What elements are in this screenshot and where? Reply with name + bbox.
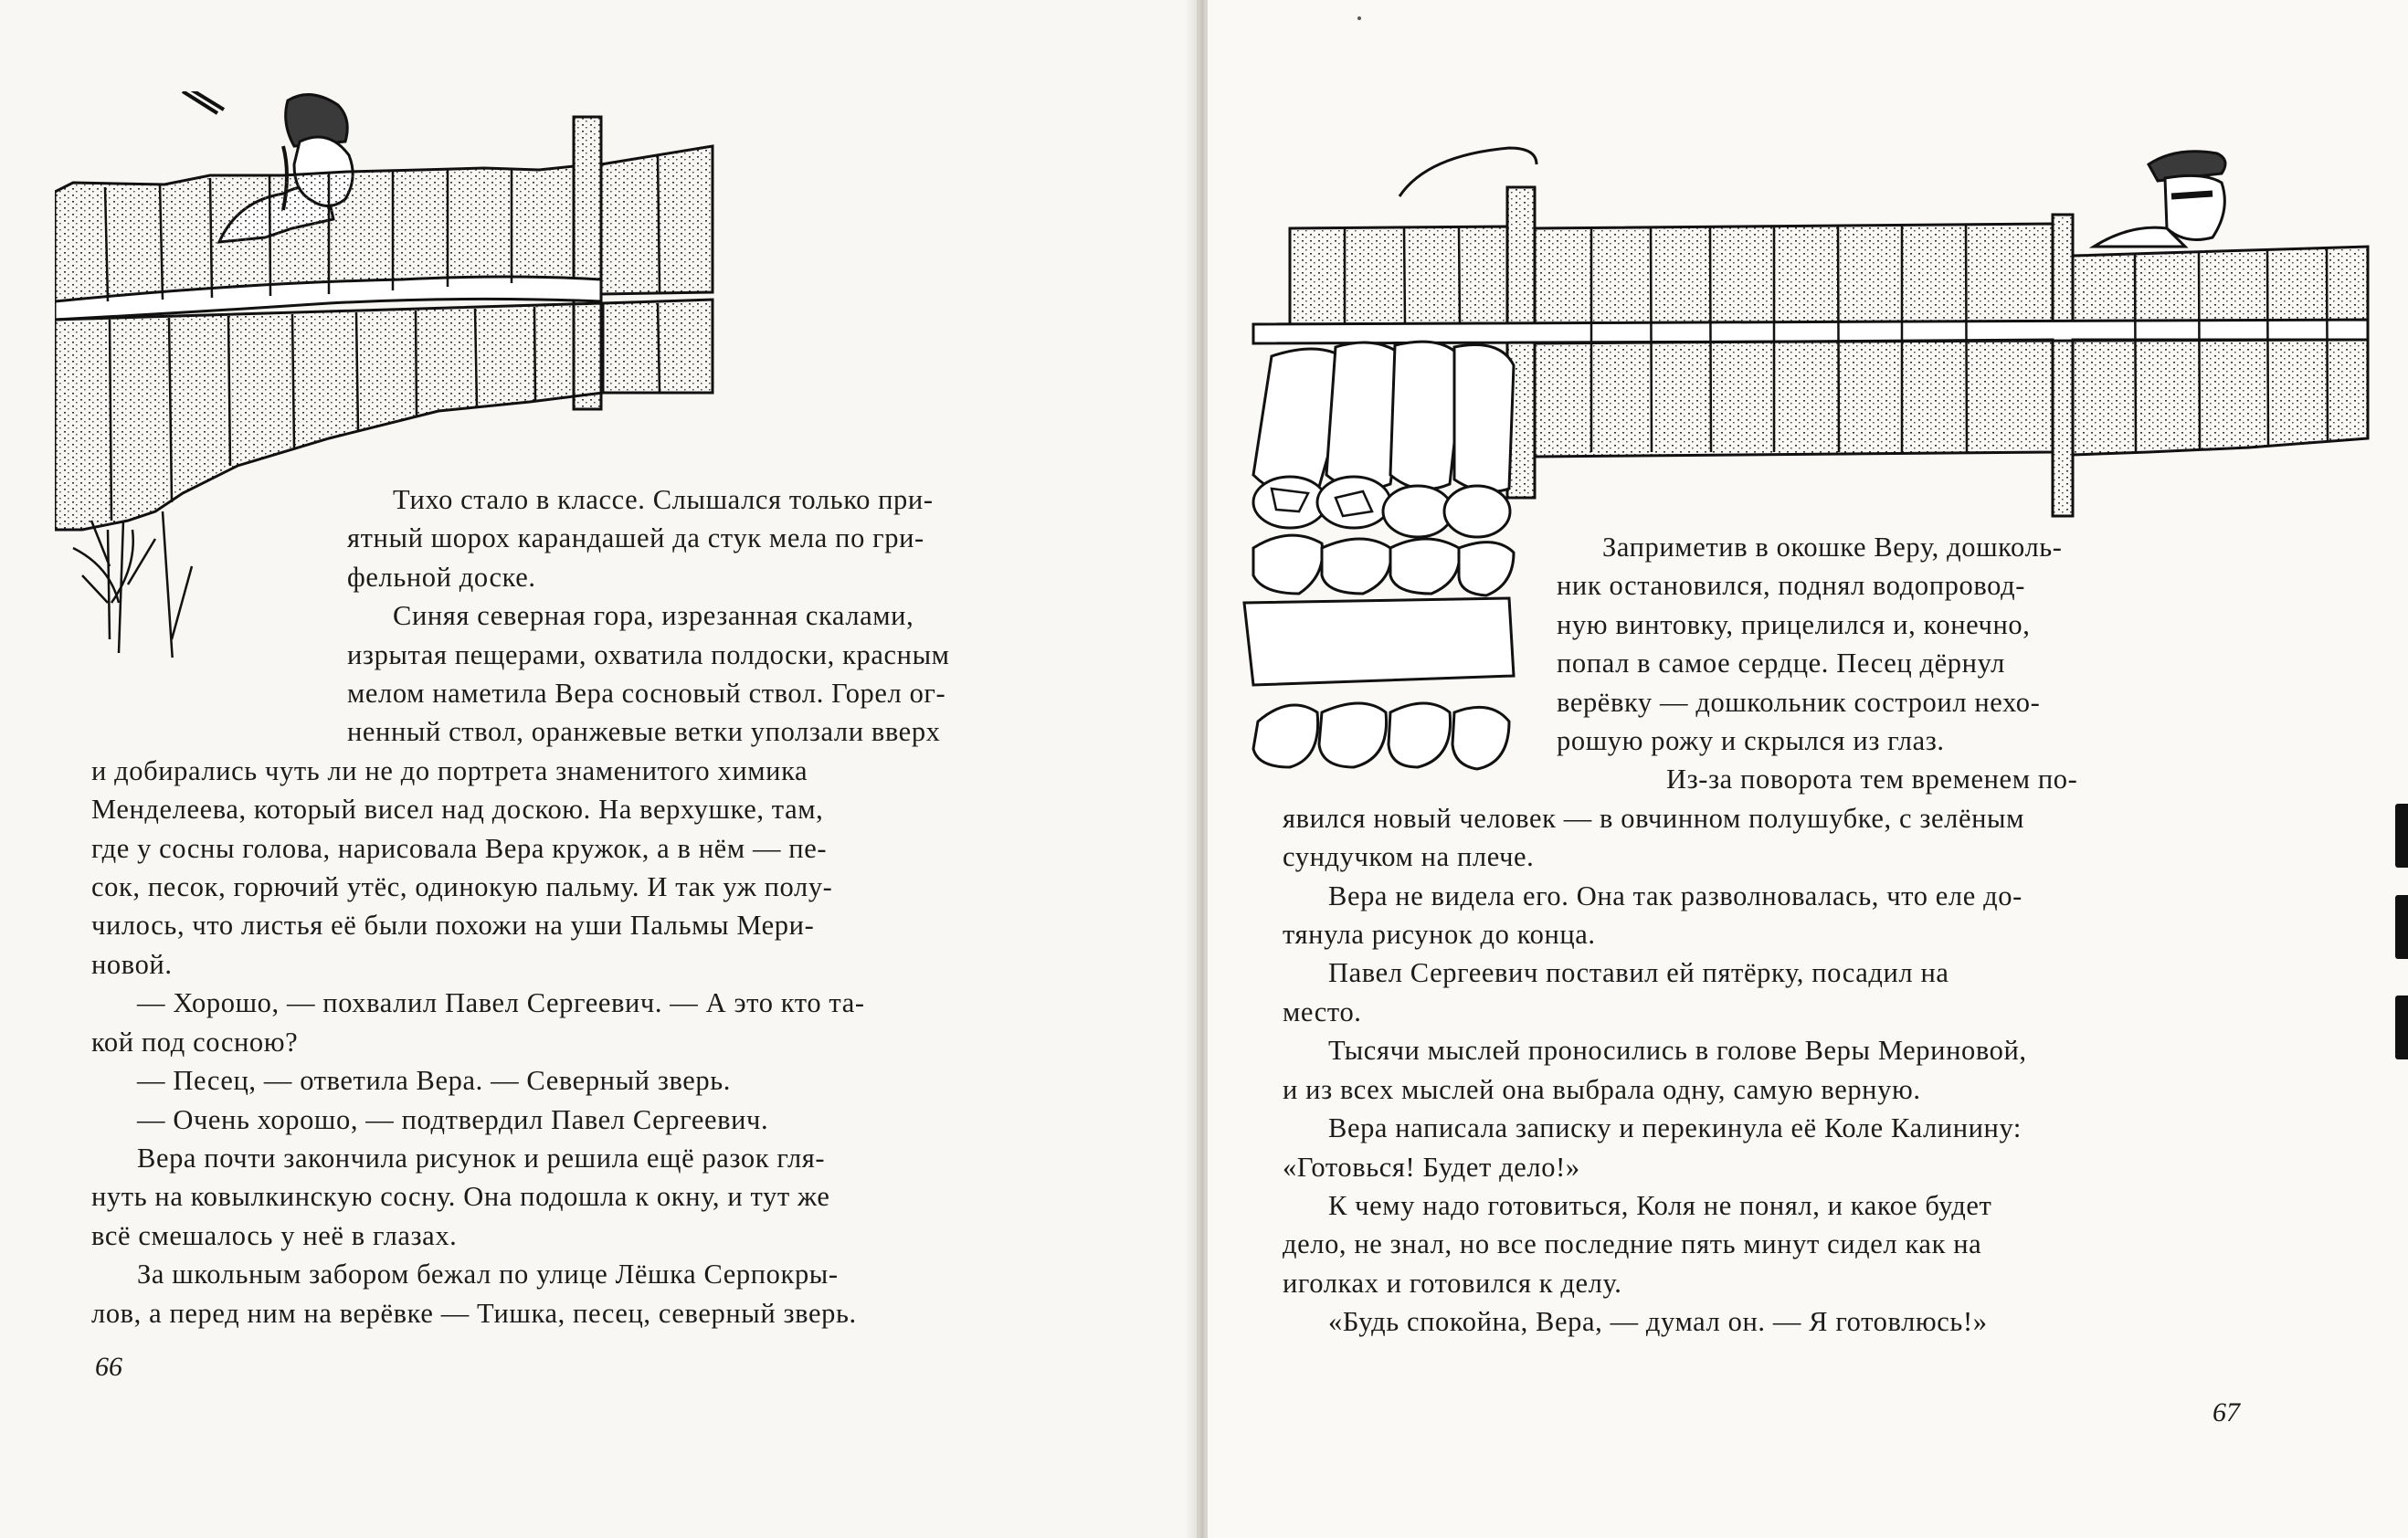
paragraph (1557, 760, 2214, 798)
text-line: «Будь спокойна, Вера, — думал он. — Я готовлюсь!» (1328, 1306, 1988, 1338)
text-line: — Песец, — ответила Вера. — Северный зверь. (137, 1065, 732, 1097)
text-line: Вера не видела его. Она так разволновалась, что еле до- (1328, 880, 2023, 911)
text-line: ятный шорох карандашей да стук мела по гри- (347, 522, 924, 554)
text-line: тянула рисунок до конца. (1283, 919, 1596, 951)
text-line: — Хорошо, — похвалил Павел Сергеевич. — А это кто та- (137, 987, 865, 1019)
text-line: «Готовься! Будет дело!» (1283, 1151, 1580, 1183)
text-line: где у сосны голова, нарисовала Вера кружок, а в нём — пе- (91, 832, 828, 864)
text-line: новой. (91, 948, 173, 980)
text-line: рошую рожу и скрылся из глаз. (1557, 725, 1945, 757)
text-line: Вера почти закончила рисунок и решила ещё разок гля- (137, 1142, 826, 1174)
edge-tab (2395, 995, 2408, 1059)
text-line: Павел Сергеевич поставил ей пятёрку, посадил на (1328, 957, 1949, 989)
text-line: и из всех мыслей она выбрала одну, самую верную. (1283, 1073, 1921, 1105)
text-line: верёвку — дошкольник состроил нехо- (1557, 686, 2041, 718)
paragraph (91, 1255, 1032, 1333)
text-line: Тысячи мыслей проносились в голове Веры Мериновой, (1328, 1035, 2027, 1067)
edge-tab (2395, 804, 2408, 868)
text-line: К чему надо готовиться, Коля не понял, и какое будет (1328, 1189, 1992, 1221)
paragraph (1283, 1302, 2214, 1341)
text-line: За школьным забором бежал по улице Лёшка Серпокры- (137, 1259, 839, 1290)
scan-speck (1357, 16, 1361, 20)
text-line: ник остановился, поднял водопровод- (1557, 570, 2026, 602)
text-line: — Очень хорошо, — подтвердил Павел Сергеевич. (137, 1103, 769, 1135)
right-page-text (1283, 528, 2214, 1342)
text-line: Менделеева, который висел над доскою. На верхушке, там, (91, 794, 824, 826)
paragraph (347, 596, 1032, 752)
text-line: нуть на ковылкинскую сосну. Она подошла к окну, и тут же (91, 1181, 830, 1213)
edge-tabs (2393, 804, 2408, 1078)
paragraph (1283, 799, 2214, 877)
paragraph (91, 1061, 1032, 1100)
paragraph (1283, 1031, 2214, 1109)
text-line: сок, песок, горючий утёс, одинокую пальму. И так уж полу- (91, 871, 833, 903)
text-line: Тихо стало в классе. Слышался только при- (393, 484, 934, 515)
paragraph (347, 480, 1032, 596)
paragraph (91, 1139, 1032, 1255)
page-number-left: 66 (95, 1352, 122, 1382)
text-line: место. (1283, 995, 1362, 1027)
text-line: изрытая пещерами, охватила полдоски, красным (347, 638, 950, 670)
paragraph (1283, 1186, 2214, 1302)
text-line: чилось, что листья её были похожи на уши Пальмы Мери- (91, 910, 815, 942)
paragraph (91, 752, 1032, 984)
page-number-right: 67 (2213, 1397, 2240, 1427)
text-line: Из-за поворота тем временем по- (1666, 764, 2078, 795)
paragraph (1283, 953, 2214, 1031)
text-line: всё смешалось у неё в глазах. (91, 1219, 458, 1251)
text-line: Заприметив в окошке Веру, дошколь- (1602, 532, 2063, 563)
paragraph (1557, 528, 2214, 760)
paragraph (1283, 877, 2214, 954)
text-line: фельной доске. (347, 561, 536, 593)
text-line: кой под сосною? (91, 1026, 299, 1058)
right-page (1208, 0, 2408, 1538)
left-page (0, 0, 1197, 1538)
text-line: ную винтовку, прицелился и, конечно, (1557, 608, 2031, 640)
text-line: явился новый человек — в овчинном полушубке, с зелёным (1283, 802, 2025, 834)
text-line: ненный ствол, оранжевые ветки уползали вверх (347, 716, 941, 748)
paragraph (91, 1101, 1032, 1139)
text-line: Синяя северная гора, изрезанная скалами, (393, 600, 914, 632)
paragraph (91, 984, 1032, 1061)
left-page-text (91, 480, 1032, 1333)
paragraph (1283, 1109, 2214, 1186)
text-line: и добирались чуть ли не до портрета знаменитого химика (91, 754, 808, 786)
text-line: попал в самое сердце. Песец дёрнул (1557, 648, 2005, 679)
text-line: дело, не знал, но все последние пять минут сидел как на (1283, 1228, 1982, 1260)
edge-tab (2395, 895, 2408, 959)
text-line: иголках и готовился к делу. (1283, 1267, 1622, 1299)
text-line: Вера написала записку и перекинула её Коле Калинину: (1328, 1112, 2022, 1144)
text-line: сундучком на плече. (1283, 841, 1535, 873)
text-line: лов, а перед ним на верёвке — Тишка, песец, северный зверь. (91, 1297, 857, 1329)
text-line: мелом наметила Вера сосновый ствол. Горел ог- (347, 678, 946, 710)
